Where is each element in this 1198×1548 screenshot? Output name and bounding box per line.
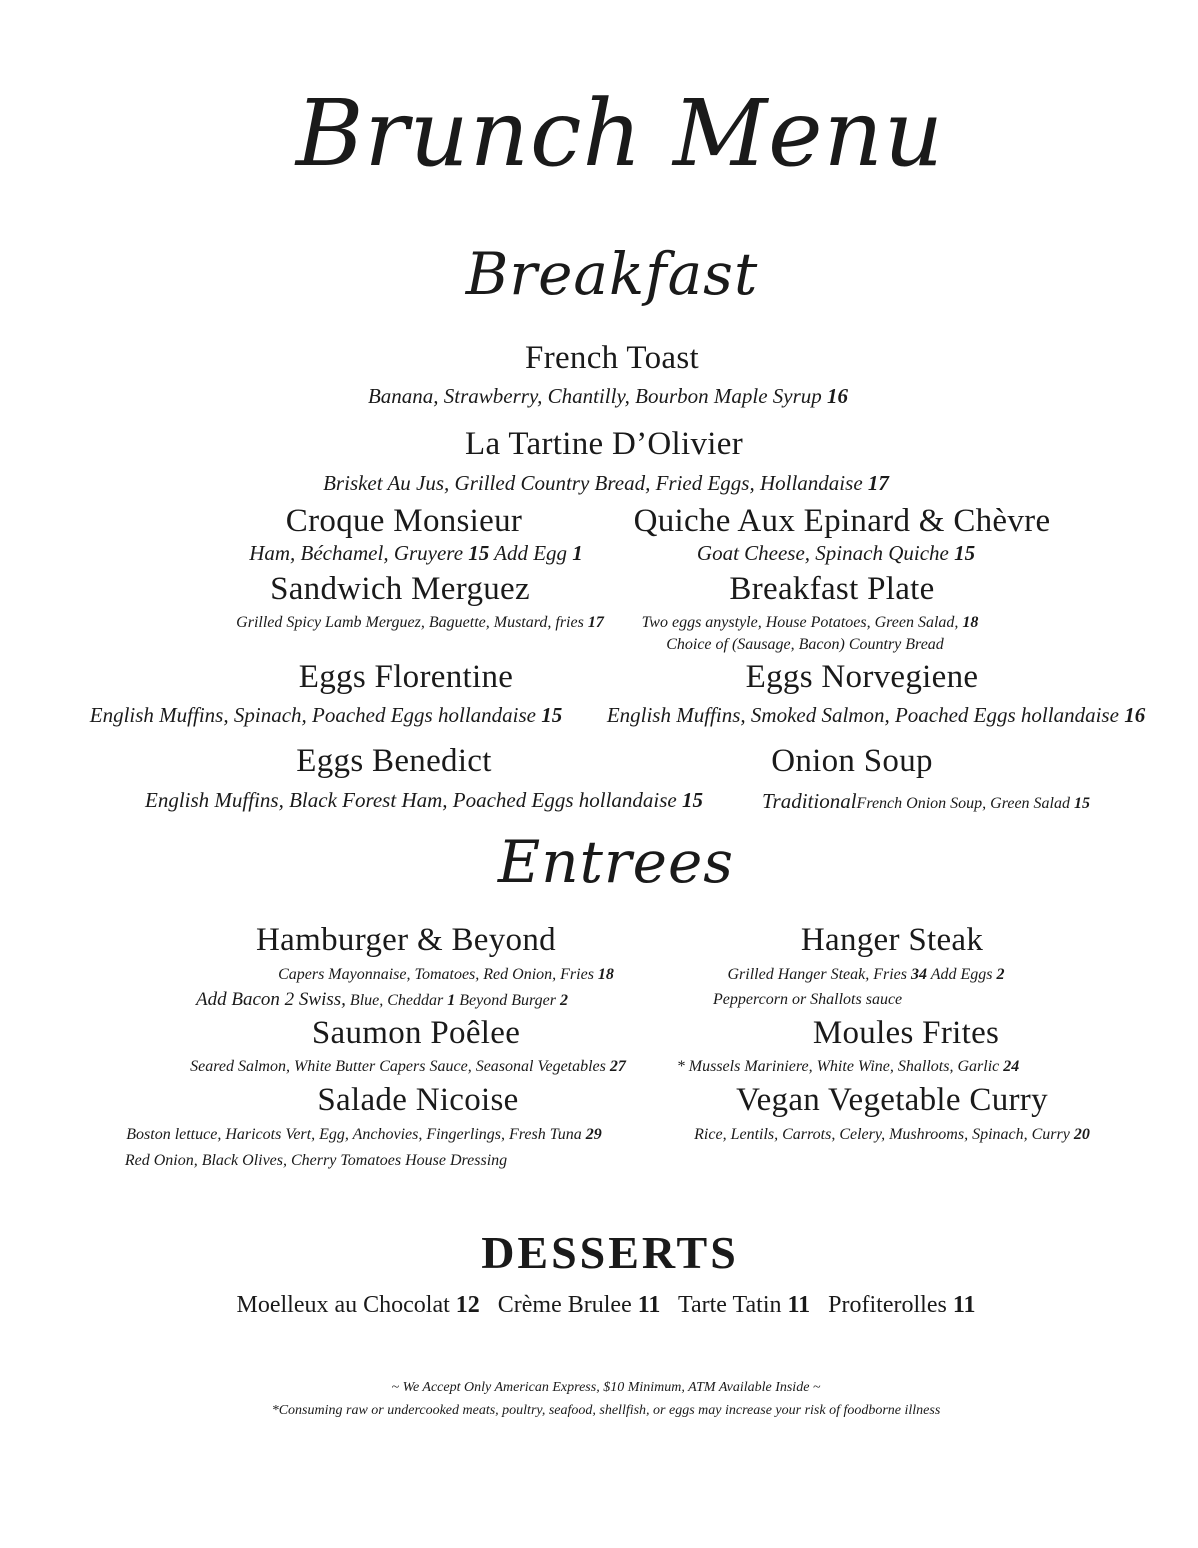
item-sandwich-merguez: Sandwich Merguez <box>270 571 530 607</box>
item-desc: Goat Cheese, Spinach Quiche 15 <box>696 541 976 565</box>
item-saumon: Saumon Poêlee <box>311 1015 521 1051</box>
item-addons: Add Bacon 2 Swiss, Blue, Cheddar 1 Beyond Burger 2 <box>196 989 568 1010</box>
dessert-item: Moelleux au Chocolat 12 <box>236 1292 480 1318</box>
item-desc: * Mussels Mariniere, White Wine, Shallots, Garlic 24 <box>676 1058 1020 1075</box>
item-desc: Seared Salmon, White Butter Capers Sauce, Seasonal Vegetables 27 <box>190 1058 626 1075</box>
item-desc: Two eggs anystyle, House Potatoes, Green Salad, 18 <box>641 614 979 631</box>
item-desc: Grilled Hanger Steak, Fries 34 Add Eggs 2 <box>727 966 1005 983</box>
dessert-item: Tarte Tatin 11 <box>677 1292 811 1318</box>
item-desc: Banana, Strawberry, Chantilly, Bourbon Maple Syrup 16 <box>367 384 849 408</box>
item-quiche: Quiche Aux Epinard & Chèvre <box>633 503 1051 539</box>
item-desc: Ham, Béchamel, Gruyere 15 Add Egg 1 <box>249 541 583 565</box>
item-la-tartine: La Tartine D’Olivier <box>465 426 743 462</box>
item-desc: Boston lettuce, Haricots Vert, Egg, Anchovies, Fingerlings, Fresh Tuna 29 <box>126 1126 602 1143</box>
desserts-line <box>236 1292 975 1319</box>
payment-note: ~ We Accept Only American Express, $10 Minimum, ATM Available Inside ~ <box>391 1380 821 1395</box>
dessert-item: Crème Brulee 11 <box>497 1292 661 1318</box>
item-desc: English Muffins, Spinach, Poached Eggs hollandaise 15 <box>89 703 563 727</box>
health-disclaimer: *Consuming raw or undercooked meats, poultry, seafood, shellfish, or eggs may increase your risk of foodborne illness <box>271 1403 941 1418</box>
item-eggs-norvegiene: Eggs Norvegiene <box>745 659 979 695</box>
item-salade-nicoise: Salade Nicoise <box>317 1082 519 1118</box>
desserts-heading: DESSERTS <box>481 1227 739 1278</box>
item-hamburger: Hamburger & Beyond <box>256 922 556 958</box>
breakfast-heading: Breakfast <box>465 240 759 308</box>
item-desc: Brisket Au Jus, Grilled Country Bread, Fried Eggs, Hollandaise 17 <box>323 471 889 495</box>
item-desc: TraditionalFrench Onion Soup, Green Salad 15 <box>762 789 1090 813</box>
item-desc: English Muffins, Black Forest Ham, Poached Eggs hollandaise 15 <box>145 788 703 812</box>
item-french-toast: French Toast <box>525 340 699 376</box>
item-vegan-curry: Vegan Vegetable Curry <box>736 1082 1048 1118</box>
dessert-item: Profiterolles 11 <box>828 1292 976 1318</box>
menu-title: Brunch Menu <box>295 80 945 187</box>
item-desc: Capers Mayonnaise, Tomatoes, Red Onion, Fries 18 <box>278 966 614 983</box>
item-desc: English Muffins, Smoked Salmon, Poached Eggs hollandaise 16 <box>606 703 1146 727</box>
item-moules-frites: Moules Frites <box>812 1015 1000 1051</box>
item-croque-monsieur: Croque Monsieur <box>285 503 523 539</box>
item-desc-line2: Peppercorn or Shallots sauce <box>713 991 903 1008</box>
item-desc-line2: Choice of (Sausage, Bacon) Country Bread <box>666 636 944 653</box>
item-breakfast-plate: Breakfast Plate <box>729 571 935 607</box>
entrees-heading: Entrees <box>497 828 735 896</box>
item-hanger-steak: Hanger Steak <box>800 922 984 958</box>
item-desc: Rice, Lentils, Carrots, Celery, Mushrooms, Spinach, Curry 20 <box>694 1126 1090 1143</box>
item-eggs-benedict: Eggs Benedict <box>296 743 492 779</box>
item-desc: Grilled Spicy Lamb Merguez, Baguette, Mustard, fries 17 <box>236 614 604 631</box>
item-eggs-florentine: Eggs Florentine <box>298 659 514 695</box>
item-onion-soup: Onion Soup <box>771 743 933 779</box>
item-desc-line2: Red Onion, Black Olives, Cherry Tomatoes House Dressing <box>124 1152 508 1169</box>
